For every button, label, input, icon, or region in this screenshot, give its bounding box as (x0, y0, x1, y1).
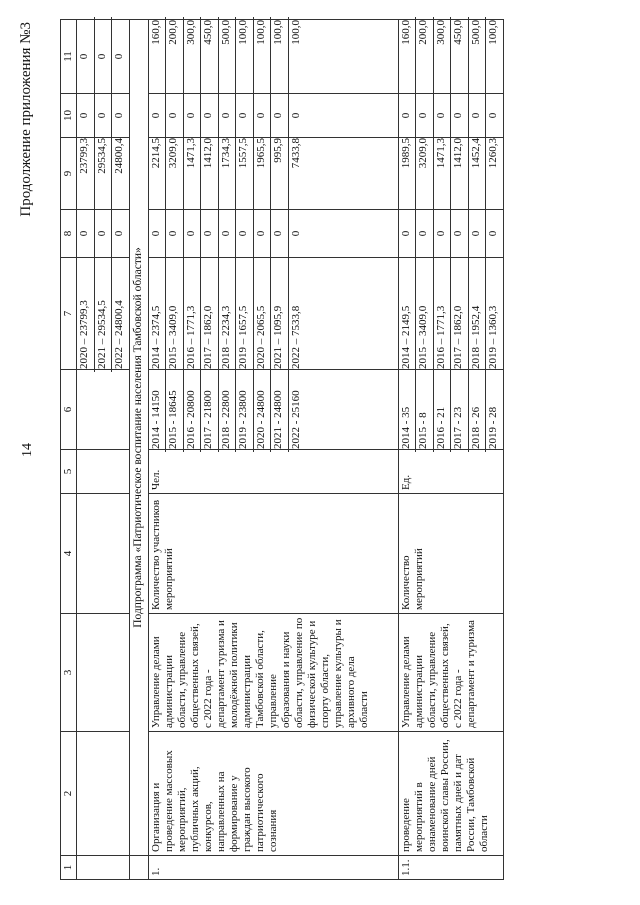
indicator: Количество участников мероприятий (148, 494, 398, 614)
table-row (398, 20, 503, 880)
col-header: 7 (61, 258, 77, 370)
unit: Чел. (148, 450, 398, 494)
funding-total: 2014 – 2149,5 2015 – 3409,0 2016 – 1771,3 2017 – 1862,0 2018 – 1952,4 2019 – 1360,3 (398, 258, 503, 370)
carryover-row (77, 20, 130, 880)
col-header: 1 (61, 856, 77, 880)
executor: Управление делами администрации области, управление общественных связей, с 2022 года - департамент туризма и молодёжной политики администрации Тамбовской области, управление образования и науки области, управление по физической культуре и спорту области, управление культуры и архивного дела области (148, 614, 398, 732)
carryover-col11: 0 0 0 (77, 20, 130, 94)
col-header: 3 (61, 614, 77, 732)
funding-col11: 160,0 200,0 300,0 450,0 500,0 100,0 100,0 100,0 100,0 (148, 20, 398, 94)
funding-col8: 0 0 0 0 0 0 0 0 0 (148, 210, 398, 258)
subprogram-title: Подпрограмма «Патриотическое воспитание населения Тамбовской области» (129, 20, 148, 856)
measure-name: проведение мероприятий в ознаменование дней воинской славы России, памятных дней и дат России, Тамбовской области (398, 732, 503, 856)
target-values: 2014 - 14150 2015 - 18645 2016 - 20800 2017 - 21800 2018 - 22800 2019 - 23800 2020 - 24800 2021 - 24800 2022 - 25160 (148, 370, 398, 450)
col-header: 4 (61, 494, 77, 614)
funding-col11: 160,0 200,0 300,0 450,0 500,0 100,0 (398, 20, 503, 94)
carryover-col7: 2020 – 23799,3 2021 – 29534,5 2022 – 24800,4 (77, 258, 130, 370)
row-number: 1. (148, 856, 398, 880)
funding-col10: 0 0 0 0 0 0 0 0 0 (148, 94, 398, 138)
col-header: 2 (61, 732, 77, 856)
rotated-sheet (20, 20, 620, 880)
executor: Управление делами администрации области, управление общественных связей, с 2022 года - департамент и туризма (398, 614, 503, 732)
carryover-col10: 0 0 0 (77, 94, 130, 138)
measure-name: Организация и проведение массовых мероприятий, публичных акций, конкурсов, направленных на формирование у граждан высокого патриотического сознания (148, 732, 398, 856)
funding-col9: 1989,5 3209,0 1471,3 1412,0 1452,4 1260,3 (398, 138, 503, 210)
subprogram-row (129, 20, 148, 880)
unit: Ед. (398, 450, 503, 494)
funding-col10: 0 0 0 0 0 0 (398, 94, 503, 138)
col-header: 11 (61, 20, 77, 94)
row-number: 1.1. (398, 856, 503, 880)
carryover-col9: 23799,3 29534,5 24800,4 (77, 138, 130, 210)
funding-col9: 2214,5 3209,0 1471,3 1412,0 1734,3 1557,5 1965,5 995,9 7433,8 (148, 138, 398, 210)
funding-col8: 0 0 0 0 0 0 (398, 210, 503, 258)
continuation-note: Продолжение приложения №3 (18, 22, 34, 217)
indicator: Количество мероприятий (398, 494, 503, 614)
column-number-row (61, 20, 77, 880)
funding-total: 2014 – 2374,5 2015 – 3409,0 2016 – 1771,3 2017 – 1862,0 2018 – 2234,3 2019 – 1657,5 2020 – 2065,5 2021 – 1095,9 2022 – 7533,8 (148, 258, 398, 370)
target-values: 2014 - 35 2015 - 8 2016 - 21 2017 - 23 2018 - 26 2019 - 28 (398, 370, 503, 450)
page-number: 14 (20, 443, 35, 457)
col-header: 9 (61, 138, 77, 210)
col-header: 8 (61, 210, 77, 258)
carryover-col8: 0 0 0 (77, 210, 130, 258)
col-header: 5 (61, 450, 77, 494)
col-header: 6 (61, 370, 77, 450)
table-row (148, 20, 398, 880)
col-header: 10 (61, 94, 77, 138)
program-table (60, 19, 504, 880)
